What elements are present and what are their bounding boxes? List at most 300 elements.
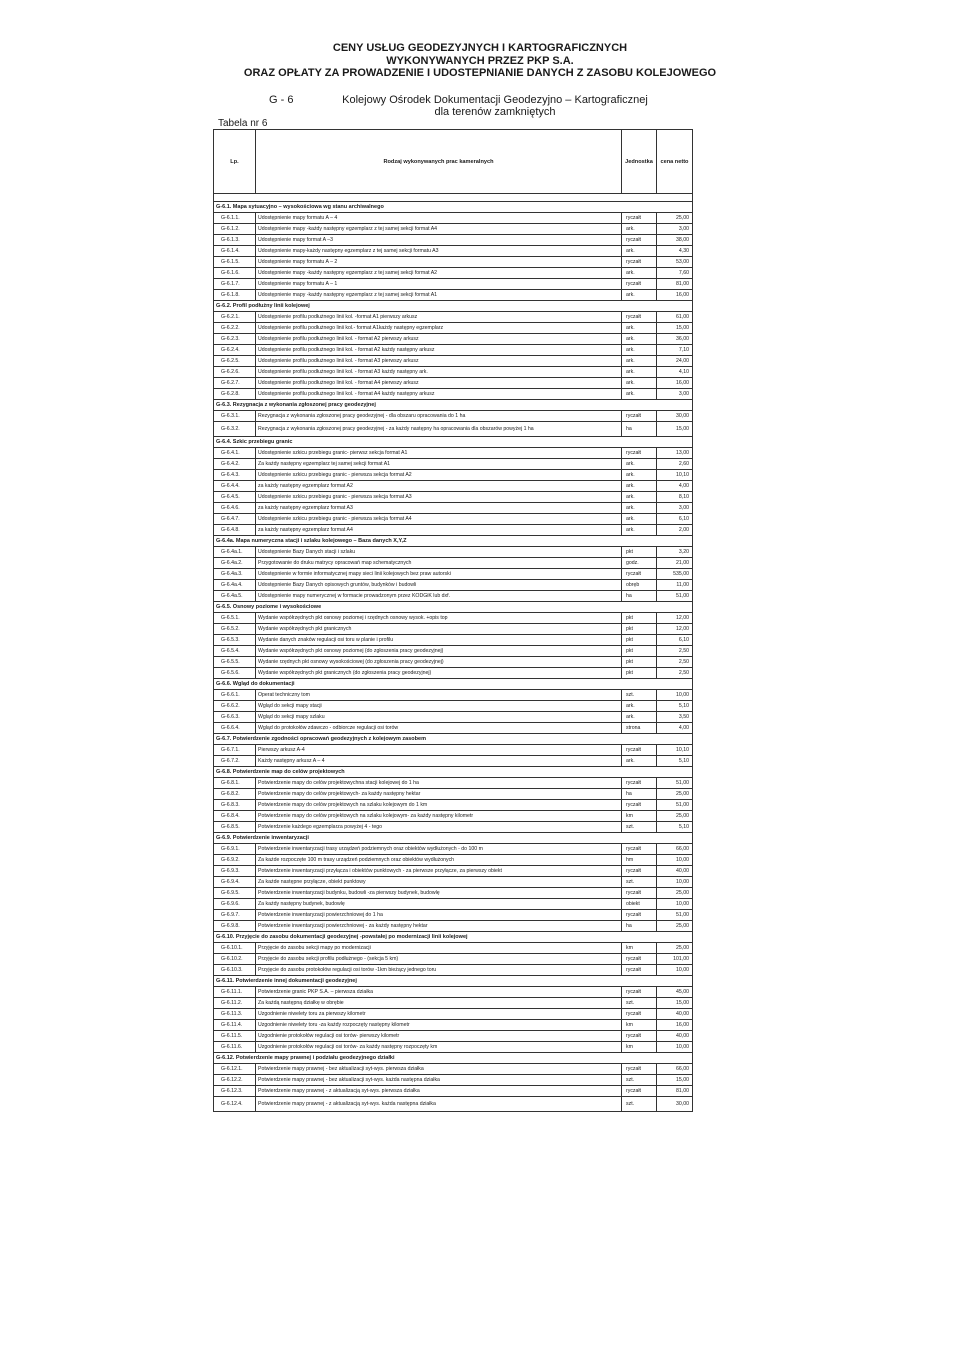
table-row: [214, 635, 693, 646]
row-unit: ark.: [622, 345, 657, 356]
table-row: [214, 613, 693, 624]
title-line-2: WYKONYWANYCH PRZEZ PKP S.A.: [386, 54, 574, 67]
row-name: Udostępnienie mapy -każdy następny egzemplarz z tej samej sekcji format A4: [256, 224, 622, 235]
table-row: [214, 1097, 693, 1112]
row-price: 51,00: [657, 800, 693, 811]
row-name: Rezygnacja z wykonania zgłoszonej pracy geodezyjnej - za każdy następny ha opracowania dla obszarów powyżej 1 ha: [256, 422, 622, 437]
row-unit: ha: [622, 591, 657, 602]
header-price: cena netto: [657, 130, 693, 194]
subtitle-line-1: Kolejowy Ośrodek Dokumentacji Geodezyjno – Kartograficznej: [342, 94, 648, 106]
section-heading-row: [214, 1053, 693, 1064]
table-row: [214, 367, 693, 378]
table-row: [214, 657, 693, 668]
row-lp: G-6.5.5.: [214, 657, 256, 668]
row-unit: pkt: [622, 668, 657, 679]
section-heading-row: [214, 679, 693, 690]
row-lp: G-6.10.3.: [214, 965, 256, 976]
section-heading: G-6.4a. Mapa numeryczna stacji i szlaku kolejowego – Baza danych X,Y,Z: [214, 536, 693, 547]
row-name: Udostępnienie Bazy Danych stacji i szlaku: [256, 547, 622, 558]
row-price: 12,00: [657, 624, 693, 635]
row-name: Udostępnienie profilu podłużnego linii kol.- format A1każdy następny egzemplarz: [256, 323, 622, 334]
row-unit: ark.: [622, 224, 657, 235]
row-unit: ark.: [622, 481, 657, 492]
table-row: [214, 624, 693, 635]
row-lp: G-6.8.2.: [214, 789, 256, 800]
row-name: Udostępnienie Bazy Danych opisowych gruntów, budynków i budowli: [256, 580, 622, 591]
table-row: [214, 235, 693, 246]
row-name: Za każdy następny egzemplarz tej samej sekcji format A1: [256, 459, 622, 470]
row-name: Potwierdzenie mapy do celów projektowych na szlaku kolejowym do 1 km: [256, 800, 622, 811]
table-row: [214, 998, 693, 1009]
row-price: 101,00: [657, 954, 693, 965]
row-price: 30,00: [657, 411, 693, 422]
row-price: 10,00: [657, 1042, 693, 1053]
row-unit: ryczałt: [622, 1009, 657, 1020]
price-table-body: [214, 130, 693, 1112]
row-unit: ryczałt: [622, 257, 657, 268]
row-name: Wydanie współrzędnych pkt granicznych: [256, 624, 622, 635]
row-unit: km: [622, 1020, 657, 1031]
row-unit: ryczałt: [622, 745, 657, 756]
row-price: 5,10: [657, 701, 693, 712]
table-row: [214, 1064, 693, 1075]
table-row: [214, 778, 693, 789]
row-unit: ryczałt: [622, 1031, 657, 1042]
section-heading: G-6.11. Potwierdzenie innej dokumentacji geodezyjnej: [214, 976, 693, 987]
row-lp: G-6.9.1.: [214, 844, 256, 855]
row-price: 25,00: [657, 921, 693, 932]
row-lp: G-6.2.1.: [214, 312, 256, 323]
row-name: Udostępnienie mapy-każdy następny egzemplarz z tej samej sekcji formatu A3: [256, 246, 622, 257]
row-unit: ha: [622, 921, 657, 932]
price-table: [213, 129, 693, 1112]
row-lp: G-6.4.3.: [214, 470, 256, 481]
section-heading-row: [214, 976, 693, 987]
section-heading: G-6.7. Potwierdzenie zgodności opracowań geodezyjnych z kolejowym zasobem: [214, 734, 693, 745]
table-row: [214, 1042, 693, 1053]
row-lp: G-6.3.2.: [214, 422, 256, 437]
table-row: [214, 701, 693, 712]
table-row: [214, 646, 693, 657]
row-unit: ark.: [622, 756, 657, 767]
section-heading: G-6.10. Przyjęcie do zasobu dokumentacji geodezyjnej -powstałej po modernizacji linii kolejowej: [214, 932, 693, 943]
row-unit: ryczałt: [622, 569, 657, 580]
section-heading-row: [214, 202, 693, 213]
row-price: 10,10: [657, 470, 693, 481]
section-heading: G-6.9. Potwierdzenie inwentaryzacji: [214, 833, 693, 844]
row-price: 45,00: [657, 987, 693, 998]
row-unit: godz.: [622, 558, 657, 569]
row-unit: hm: [622, 855, 657, 866]
section-heading-row: [214, 932, 693, 943]
row-name: Uzgodnienie protokołów regulacji osi torów- za każdy następny rozpoczęty km: [256, 1042, 622, 1053]
row-lp: G-6.6.1.: [214, 690, 256, 701]
row-unit: obręb: [622, 580, 657, 591]
row-price: 81,00: [657, 279, 693, 290]
row-price: 4,10: [657, 367, 693, 378]
row-name: Za każde rozpoczęte 100 m trasy urządzeń podziemnych oraz obiektów wydłużonych: [256, 855, 622, 866]
table-row: [214, 668, 693, 679]
table-row: [214, 481, 693, 492]
row-price: 15,00: [657, 1075, 693, 1086]
table-row: [214, 558, 693, 569]
row-lp: G-6.6.2.: [214, 701, 256, 712]
section-heading: G-6.8. Potwierdzenie map do celów projektowych: [214, 767, 693, 778]
row-unit: obiekt: [622, 899, 657, 910]
row-lp: G-6.1.2.: [214, 224, 256, 235]
row-name: Udostępnienie w formie informatycznej mapy sieci linii kolejowych bez praw autorski: [256, 569, 622, 580]
table-row: [214, 921, 693, 932]
table-row: [214, 899, 693, 910]
table-row: [214, 822, 693, 833]
header-name: Rodzaj wykonywanych prac kameralnych: [256, 130, 622, 194]
row-unit: ark.: [622, 334, 657, 345]
row-lp: G-6.4a.5.: [214, 591, 256, 602]
document-title: [0, 42, 960, 80]
row-name: Wgląd do protokołów zdawczo - odbiorcze regulacji osi torów: [256, 723, 622, 734]
row-unit: pkt: [622, 646, 657, 657]
table-row: [214, 323, 693, 334]
row-unit: ark.: [622, 268, 657, 279]
row-unit: ryczałt: [622, 965, 657, 976]
table-row: [214, 448, 693, 459]
row-name: Przygotowanie do druku matrycy opracowań map schematycznych: [256, 558, 622, 569]
row-lp: G-6.6.4.: [214, 723, 256, 734]
table-row: [214, 514, 693, 525]
row-price: 40,00: [657, 1031, 693, 1042]
row-lp: G-6.9.8.: [214, 921, 256, 932]
row-unit: pkt: [622, 547, 657, 558]
row-price: 5,10: [657, 756, 693, 767]
section-heading: G-6.12. Potwierdzenie mapy prawnej i podziału geodezyjnego działki: [214, 1053, 693, 1064]
row-unit: ryczałt: [622, 844, 657, 855]
row-price: 13,00: [657, 448, 693, 459]
row-price: 10,00: [657, 690, 693, 701]
row-unit: km: [622, 1042, 657, 1053]
table-row: [214, 745, 693, 756]
row-unit: szt.: [622, 1075, 657, 1086]
row-price: 535,00: [657, 569, 693, 580]
row-name: Pierwszy arkusz A-4: [256, 745, 622, 756]
table-row: [214, 723, 693, 734]
row-name: Przyjęcie do zasobu protokołów regulacji osi torów -1km bieżący jednego toru: [256, 965, 622, 976]
section-heading: G-6.2. Profil podłużny linii kolejowej: [214, 301, 693, 312]
table-row: [214, 987, 693, 998]
row-price: 10,00: [657, 877, 693, 888]
row-unit: ark.: [622, 367, 657, 378]
row-name: Operat techniczny tom: [256, 690, 622, 701]
row-lp: G-6.1.3.: [214, 235, 256, 246]
row-lp: G-6.4.2.: [214, 459, 256, 470]
row-price: 24,00: [657, 356, 693, 367]
row-lp: G-6.11.2.: [214, 998, 256, 1009]
table-row: [214, 1020, 693, 1031]
table-row: [214, 224, 693, 235]
row-unit: szt.: [622, 822, 657, 833]
row-lp: G-6.11.6.: [214, 1042, 256, 1053]
row-name: Udostępnienie profilu podłużnego linii kol. - format A4 każdy następny arkusz: [256, 389, 622, 400]
row-unit: szt.: [622, 1097, 657, 1112]
row-name: Potwierdzenie inwentaryzacji budynku, budowli -za pierwszy budynek, budowlę: [256, 888, 622, 899]
row-lp: G-6.1.8.: [214, 290, 256, 301]
row-unit: ha: [622, 422, 657, 437]
row-lp: G-6.5.4.: [214, 646, 256, 657]
row-name: Udostępnienie profilu podłużnego linii kol. - format A2 pierwszy arkusz: [256, 334, 622, 345]
row-unit: pkt: [622, 624, 657, 635]
table-row: [214, 844, 693, 855]
row-unit: ryczałt: [622, 910, 657, 921]
table-row: [214, 591, 693, 602]
section-heading: G-6.6. Wgląd do dokumentacji: [214, 679, 693, 690]
table-row: [214, 257, 693, 268]
row-price: 3,00: [657, 503, 693, 514]
row-name: Udostępnienie szkicu przebiegu granic- pierwsz sekcja format A1: [256, 448, 622, 459]
row-unit: ryczałt: [622, 866, 657, 877]
table-row: [214, 525, 693, 536]
row-name: Udostępnienie profilu podłużnego linii kol. - format A3 pierwszy arkusz: [256, 356, 622, 367]
row-unit: km: [622, 811, 657, 822]
row-name: Rezygnacja z wykonania zgłoszonej pracy geodezyjnej - dla obszaru opracowania do 1 ha: [256, 411, 622, 422]
row-lp: G-6.2.5.: [214, 356, 256, 367]
row-lp: G-6.8.1.: [214, 778, 256, 789]
section-heading-row: [214, 767, 693, 778]
row-lp: G-6.1.5.: [214, 257, 256, 268]
table-row: [214, 877, 693, 888]
table-row: [214, 279, 693, 290]
row-lp: G-6.12.3.: [214, 1086, 256, 1097]
row-lp: G-6.2.8.: [214, 389, 256, 400]
row-lp: G-6.4.8.: [214, 525, 256, 536]
row-lp: G-6.5.2.: [214, 624, 256, 635]
row-lp: G-6.2.3.: [214, 334, 256, 345]
row-unit: ark.: [622, 514, 657, 525]
row-unit: ha: [622, 789, 657, 800]
table-row: [214, 910, 693, 921]
row-unit: ark.: [622, 246, 657, 257]
section-heading-row: [214, 400, 693, 411]
row-name: za każdy następny egzemplarz format A2: [256, 481, 622, 492]
row-price: 16,00: [657, 1020, 693, 1031]
row-name: Uzgodnienie niwelety toru za pierwszy kilometr: [256, 1009, 622, 1020]
spacer-cell: [214, 194, 693, 202]
row-name: Udostępnienie mapy formatu A – 4: [256, 213, 622, 224]
table-row: [214, 712, 693, 723]
table-row: [214, 470, 693, 481]
row-lp: G-6.9.7.: [214, 910, 256, 921]
row-name: Wgląd do sekcji mapy stacji: [256, 701, 622, 712]
table-row: [214, 1086, 693, 1097]
table-row: [214, 246, 693, 257]
table-row: [214, 378, 693, 389]
row-price: 4,00: [657, 723, 693, 734]
row-lp: G-6.4a.4.: [214, 580, 256, 591]
row-unit: ryczałt: [622, 1064, 657, 1075]
row-unit: ryczałt: [622, 235, 657, 246]
row-lp: G-6.4.1.: [214, 448, 256, 459]
table-row: [214, 866, 693, 877]
row-lp: G-6.11.1.: [214, 987, 256, 998]
row-unit: ark.: [622, 356, 657, 367]
row-unit: ryczałt: [622, 778, 657, 789]
table-row: [214, 268, 693, 279]
row-unit: ryczałt: [622, 279, 657, 290]
table-row: [214, 756, 693, 767]
row-unit: ark.: [622, 459, 657, 470]
row-name: Potwierdzenie inwentaryzacji powierzchniowej do 1 ha: [256, 910, 622, 921]
table-row: [214, 855, 693, 866]
row-lp: G-6.11.3.: [214, 1009, 256, 1020]
table-row: [214, 422, 693, 437]
row-lp: G-6.2.6.: [214, 367, 256, 378]
row-price: 6,10: [657, 635, 693, 646]
table-row: [214, 213, 693, 224]
table-row: [214, 954, 693, 965]
row-price: 25,00: [657, 888, 693, 899]
table-row: [214, 459, 693, 470]
row-price: 12,00: [657, 613, 693, 624]
table-row: [214, 800, 693, 811]
row-price: 7,10: [657, 345, 693, 356]
row-unit: ryczałt: [622, 411, 657, 422]
row-price: 15,00: [657, 998, 693, 1009]
row-lp: G-6.10.2.: [214, 954, 256, 965]
row-name: Za każdy następny budynek, budowlę: [256, 899, 622, 910]
row-lp: G-6.4.7.: [214, 514, 256, 525]
row-price: 15,00: [657, 323, 693, 334]
row-lp: G-6.3.1.: [214, 411, 256, 422]
row-name: Potwierdzenie inwentaryzacji przyłącza i obiektów punktowych - za pierwsze przyłącze, za pierwszy obiekt: [256, 866, 622, 877]
table-number-label: Tabela nr 6: [218, 118, 268, 129]
row-name: Za każdą następną działkę w obrębie: [256, 998, 622, 1009]
row-price: 2,00: [657, 525, 693, 536]
row-price: 81,00: [657, 1086, 693, 1097]
row-lp: G-6.9.2.: [214, 855, 256, 866]
row-price: 16,00: [657, 378, 693, 389]
row-price: 3,20: [657, 547, 693, 558]
row-price: 4,00: [657, 481, 693, 492]
table-row: [214, 334, 693, 345]
row-price: 10,00: [657, 965, 693, 976]
row-lp: G-6.12.1.: [214, 1064, 256, 1075]
row-price: 2,60: [657, 459, 693, 470]
row-unit: ryczałt: [622, 448, 657, 459]
row-lp: G-6.5.6.: [214, 668, 256, 679]
table-row: [214, 547, 693, 558]
row-name: Udostępnienie mapy -każdy następny egzemplarz z tej samej sekcji format A1: [256, 290, 622, 301]
row-name: Potwierdzenie mapy do celów projektowych- za każdy następny hektar: [256, 789, 622, 800]
row-name: Wydanie rzędnych pkt osnowy wysokościowej (do zgłoszenia pracy geodezyjnej): [256, 657, 622, 668]
row-unit: ryczałt: [622, 213, 657, 224]
table-row: [214, 580, 693, 591]
section-heading-row: [214, 536, 693, 547]
table-row: [214, 312, 693, 323]
row-name: Udostępnienie profilu podłużnego linii kol. - format A4 pierwszy arkusz: [256, 378, 622, 389]
row-unit: ark.: [622, 503, 657, 514]
table-row: [214, 492, 693, 503]
row-price: 2,50: [657, 668, 693, 679]
row-lp: G-6.7.2.: [214, 756, 256, 767]
row-unit: szt.: [622, 690, 657, 701]
row-name: Udostępnienie mapy formatu A – 2: [256, 257, 622, 268]
row-unit: ark.: [622, 323, 657, 334]
section-heading: G-6.4. Szkic przebiegu granic: [214, 437, 693, 448]
row-name: Potwierdzenie granic PKP S.A. – pierwsza działka: [256, 987, 622, 998]
row-name: Wydanie współrzędnych pkt osnowy poziomej (do zgłoszenia pracy geodezyjnej): [256, 646, 622, 657]
row-lp: G-6.8.3.: [214, 800, 256, 811]
section-heading-row: [214, 833, 693, 844]
row-lp: G-6.8.5.: [214, 822, 256, 833]
row-price: 6,10: [657, 514, 693, 525]
row-unit: ryczałt: [622, 800, 657, 811]
section-heading: G-6.1. Mapa sytuacyjno – wysokościowa wg stanu archiwalnego: [214, 202, 693, 213]
row-name: Potwierdzenie mapy prawnej - bez aktualizacji syt-wys. pierwsza działka: [256, 1064, 622, 1075]
row-unit: szt.: [622, 998, 657, 1009]
row-name: Za każde następne przyłącze, obiekt punktowy: [256, 877, 622, 888]
row-lp: G-6.4a.2.: [214, 558, 256, 569]
table-spacer-row: [214, 194, 693, 202]
row-price: 15,00: [657, 422, 693, 437]
row-price: 4,30: [657, 246, 693, 257]
row-unit: strona: [622, 723, 657, 734]
row-lp: G-6.1.6.: [214, 268, 256, 279]
row-name: Przyjęcie do zasobu sekcji mapy po modernizacji: [256, 943, 622, 954]
row-name: za każdy następny egzemplarz format A4: [256, 525, 622, 536]
row-price: 7,60: [657, 268, 693, 279]
row-lp: G-6.4a.1.: [214, 547, 256, 558]
row-unit: ark.: [622, 389, 657, 400]
row-lp: G-6.8.4.: [214, 811, 256, 822]
row-lp: G-6.2.7.: [214, 378, 256, 389]
row-name: Wydanie współrzędnych pkt granicznych (do zgłoszenia pracy geodezyjnej): [256, 668, 622, 679]
row-lp: G-6.9.3.: [214, 866, 256, 877]
row-price: 51,00: [657, 591, 693, 602]
row-name: Potwierdzenie mapy prawnej - z aktualizacją syt-wys. każda następna działka: [256, 1097, 622, 1112]
row-price: 51,00: [657, 778, 693, 789]
section-heading-row: [214, 301, 693, 312]
row-name: Przyjęcie do zasobu sekcji profilu podłużnego - (sekcja 5 km): [256, 954, 622, 965]
row-name: Udostępnienie szkicu przebiegu granic - pierwsza sekcja format A4: [256, 514, 622, 525]
row-price: 25,00: [657, 789, 693, 800]
table-row: [214, 411, 693, 422]
row-price: 25,00: [657, 943, 693, 954]
table-row: [214, 888, 693, 899]
row-name: Udostępnienie szkicu przebiegu granic - pierwsza sekcja format A2: [256, 470, 622, 481]
row-name: Udostępnienie mapy formatu A – 1: [256, 279, 622, 290]
row-lp: G-6.4.5.: [214, 492, 256, 503]
section-heading: G-6.3. Rezygnacja z wykonania zgłoszonej pracy geodezyjnej: [214, 400, 693, 411]
row-name: Potwierdzenie mapy do celów projektowychna stacji kolejowej do 1 ha: [256, 778, 622, 789]
row-price: 10,00: [657, 855, 693, 866]
row-price: 11,00: [657, 580, 693, 591]
row-name: Udostępnienie mapy -każdy następny egzemplarz z tej samej sekcji format A2: [256, 268, 622, 279]
row-name: Uzgodnienie niwelety toru -za każdy rozpoczęty następny kilometr: [256, 1020, 622, 1031]
section-heading-row: [214, 602, 693, 613]
subtitle-line-2: dla terenów zamkniętych: [434, 106, 556, 118]
table-row: [214, 503, 693, 514]
row-name: Wydanie współrzędnych pkt osnowy poziomej i rzędnych osnowy wysok. +opis top: [256, 613, 622, 624]
table-row: [214, 690, 693, 701]
row-price: 25,00: [657, 811, 693, 822]
row-name: Udostępnienie szkicu przebiegu granic - pierwsza sekcja format A3: [256, 492, 622, 503]
row-unit: ark.: [622, 712, 657, 723]
row-unit: ark.: [622, 378, 657, 389]
row-lp: G-6.5.3.: [214, 635, 256, 646]
table-row: [214, 1009, 693, 1020]
row-price: 10,00: [657, 899, 693, 910]
row-name: Potwierdzenie mapy prawnej - bez aktualizacji syt-wys. każda następna działka: [256, 1075, 622, 1086]
row-price: 36,00: [657, 334, 693, 345]
title-line-3: ORAZ OPŁATY ZA PROWADZENIE I UDOSTEPNIANIE DANYCH Z ZASOBU KOLEJOWEGO: [243, 67, 717, 79]
